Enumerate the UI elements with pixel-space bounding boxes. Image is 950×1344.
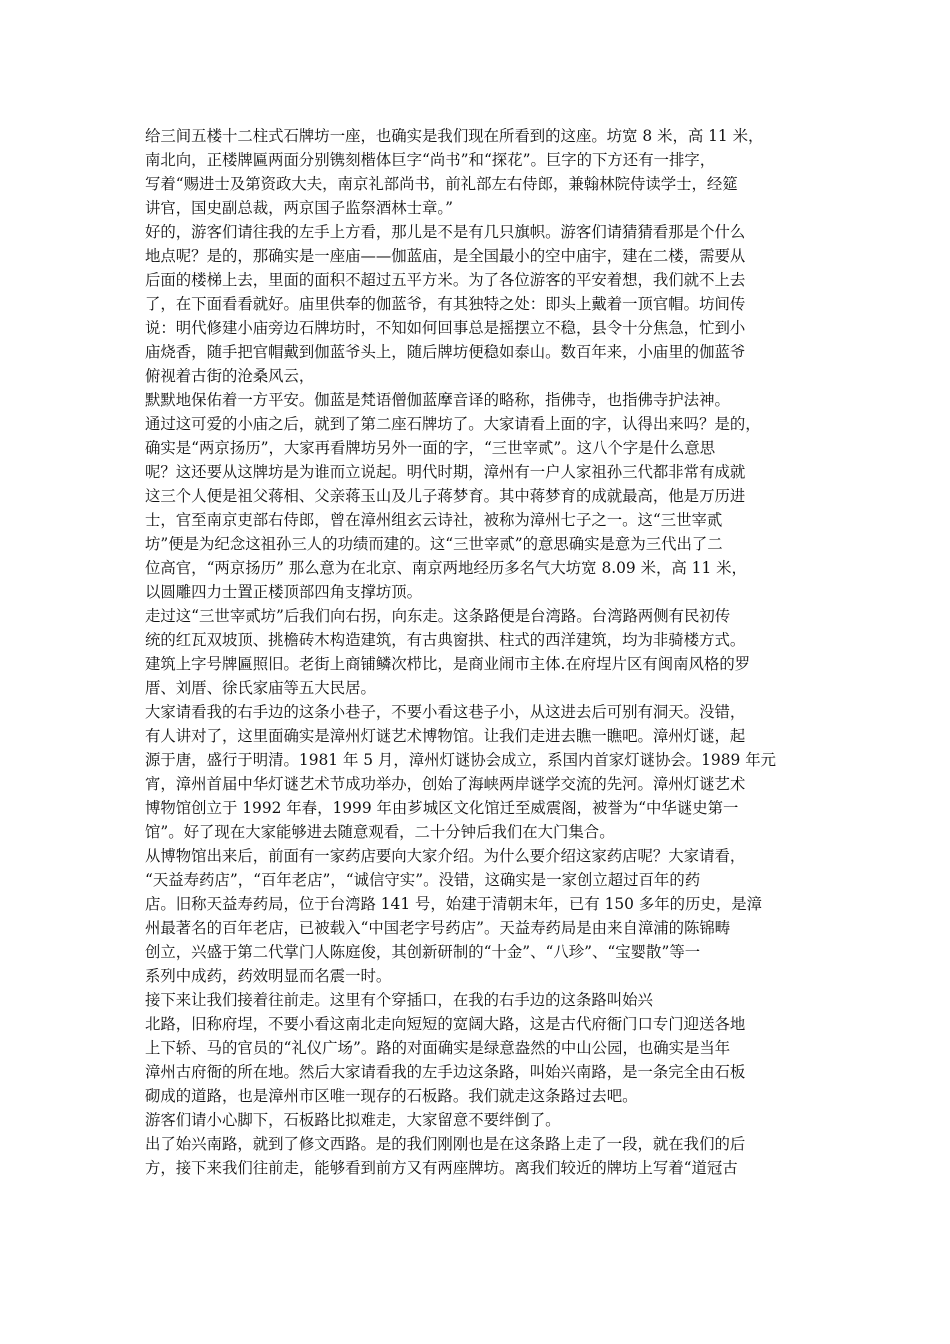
text-line: 建筑上字号牌匾照旧。老街上商铺鳞次栉比，是商业闹市主体.在府埕片区有闽南风格的罗 [145,655,751,673]
text-line: 厝、刘厝、徐氏家庙等五大民居。 [145,679,376,697]
text-line: 后面的楼梯上去，里面的面积不超过五平方米。为了各位游客的平安着想，我们就不上去 [145,271,746,289]
text-line: 系列中成药，药效明显而名震一时。 [145,967,392,985]
text-line: 默默地保佑着一方平安。伽蓝是梵语僧伽蓝摩音译的略称，指佛寺，也指佛寺护法神。 [145,391,730,409]
text-line: 士，官至南京吏部右侍郎，曾在漳州组玄云诗社，被称为漳州七子之一。这“三世宰贰 [145,511,723,529]
text-line: 漳州古府衙的所在地。然后大家请看我的左手边这条路，叫始兴南路，是一条完全由石板 [145,1063,746,1081]
text-line: 店。旧称天益寿药局，位于台湾路 141 号，始建于清朝末年，已有 150 多年的历史，是漳 [145,895,762,913]
text-line: 地点呢？是的，那确实是一座庙——伽蓝庙，是全国最小的空中庙宇，建在二楼，需要从 [145,247,746,265]
text-line: 砌成的道路，也是漳州市区唯一现存的石板路。我们就走这条路过去吧。 [145,1087,638,1105]
text-line: 俯视着古街的沧桑风云， [145,367,315,385]
text-line: 大家请看我的右手边的这条小巷子，不要小看这巷子小，从这进去后可别有洞天。没错， [145,703,746,721]
text-line: 走过这“三世宰贰坊”后我们向右拐，向东走。这条路便是台湾路。台湾路两侧有民初传 [145,607,731,625]
text-line: 这三个人便是祖父蒋相、父亲蒋玉山及儿子蒋梦育。其中蒋梦育的成就最高，他是万历进 [145,487,746,505]
text-line: 源于唐，盛行于明清。1981 年 5 月，漳州灯谜协会成立，系国内首家灯谜协会。1989 年元 [145,751,776,769]
text-line: 以圆雕四力士置正楼顶部四角支撑坊顶。 [145,583,423,601]
text-line: 有人讲对了，这里面确实是漳州灯谜艺术博物馆。让我们走进去瞧一瞧吧。漳州灯谜，起 [145,727,746,745]
text-line: 上下轿、马的官员的“礼仪广场”。路的对面确实是绿意盎然的中山公园，也确实是当年 [145,1039,731,1057]
text-line: 坊”便是为纪念这祖孙三人的功绩而建的。这“三世宰贰”的意思确实是意为三代出了二 [145,535,723,553]
text-line: 给三间五楼十二柱式石牌坊一座，也确实是我们现在所看到的这座。坊宽 8 米，高 11 米， [145,127,764,145]
text-line: 北路，旧称府埕，不要小看这南北走向短短的宽阔大路，这是古代府衙门口专门迎送各地 [145,1015,746,1033]
text-line: 接下来让我们接着往前走。这里有个穿插口，在我的右手边的这条路叫始兴 [145,991,653,1009]
text-line: 州最著名的百年老店，已被载入“中国老字号药店”。天益寿药局是由来自漳浦的陈锦畴 [145,919,731,937]
text-line: 讲官，国史副总裁，两京国子监祭酒林士章。” [145,199,453,217]
text-line: 从博物馆出来后，前面有一家药店要向大家介绍。为什么要介绍这家药店呢？大家请看， [145,847,746,865]
text-line: 了，在下面看看就好。庙里供奉的伽蓝爷，有其独特之处：即头上戴着一顶官帽。坊间传 [145,295,746,313]
text-line: “天益寿药店”，“百年老店”，“诚信守实”。没错，这确实是一家创立超过百年的药 [145,871,701,889]
text-line: 游客们请小心脚下，石板路比拟难走，大家留意不要绊倒了。 [145,1111,561,1129]
text-line: 好的，游客们请往我的左手上方看，那儿是不是有几只旗帜。游客们请猜猜看那是个什么 [145,223,746,241]
text-line: 呢？这还要从这牌坊是为谁而立说起。明代时期，漳州有一户人家祖孙三代都非常有成就 [145,463,746,481]
text-line: 通过这可爱的小庙之后，就到了第二座石牌坊了。大家请看上面的字，认得出来吗？是的， [145,415,761,433]
text-line: 说：明代修建小庙旁边石牌坊时，不知如何回事总是摇摆立不稳，县令十分焦急，忙到小 [145,319,746,337]
text-line: 馆”。好了现在大家能够进去随意观看，二十分钟后我们在大门集合。 [145,823,615,841]
text-line: 博物馆创立于 1992 年春，1999 年由芗城区文化馆迁至威震阁，被誉为“中华谜史第一 [145,799,739,817]
text-line: 创立，兴盛于第二代掌门人陈庭俊，其创新研制的“十金”、“八珍”、“宝婴散”等一 [145,943,701,961]
text-line: 写着“赐进士及第资政大夫，南京礼部尚书，前礼部左右侍郎，兼翰林院侍读学士，经筵 [145,175,738,193]
text-line: 南北向，正楼牌匾两面分别镌刻楷体巨字“尚书”和“探花”。巨字的下方还有一排字， [145,151,716,169]
text-line: 庙烧香，随手把官帽戴到伽蓝爷头上，随后牌坊便稳如泰山。数百年来，小庙里的伽蓝爷 [145,343,746,361]
text-line: 宵，漳州首届中华灯谜艺术节成功举办，创始了海峡两岸谜学交流的先河。漳州灯谜艺术 [145,775,746,793]
text-line: 方，接下来我们往前走，能够看到前方又有两座牌坊。离我们较近的牌坊上写着“道冠古 [145,1159,738,1177]
text-line: 确实是“两京扬历”，大家再看牌坊另外一面的字，“三世宰贰”。这八个字是什么意思 [145,439,716,457]
body-text [145,124,817,1180]
text-line: 统的红瓦双坡顶、挑檐砖木构造建筑，有古典窗拱、柱式的西洋建筑，均为非骑楼方式。 [145,631,746,649]
text-line: 出了始兴南路，就到了修文西路。是的我们刚刚也是在这条路上走了一段，就在我们的后 [145,1135,746,1153]
text-line: 位高官，“两京扬历” 那么意为在北京、南京两地经历多名气大坊宽 8.09 米，高 11 米， [145,559,747,577]
